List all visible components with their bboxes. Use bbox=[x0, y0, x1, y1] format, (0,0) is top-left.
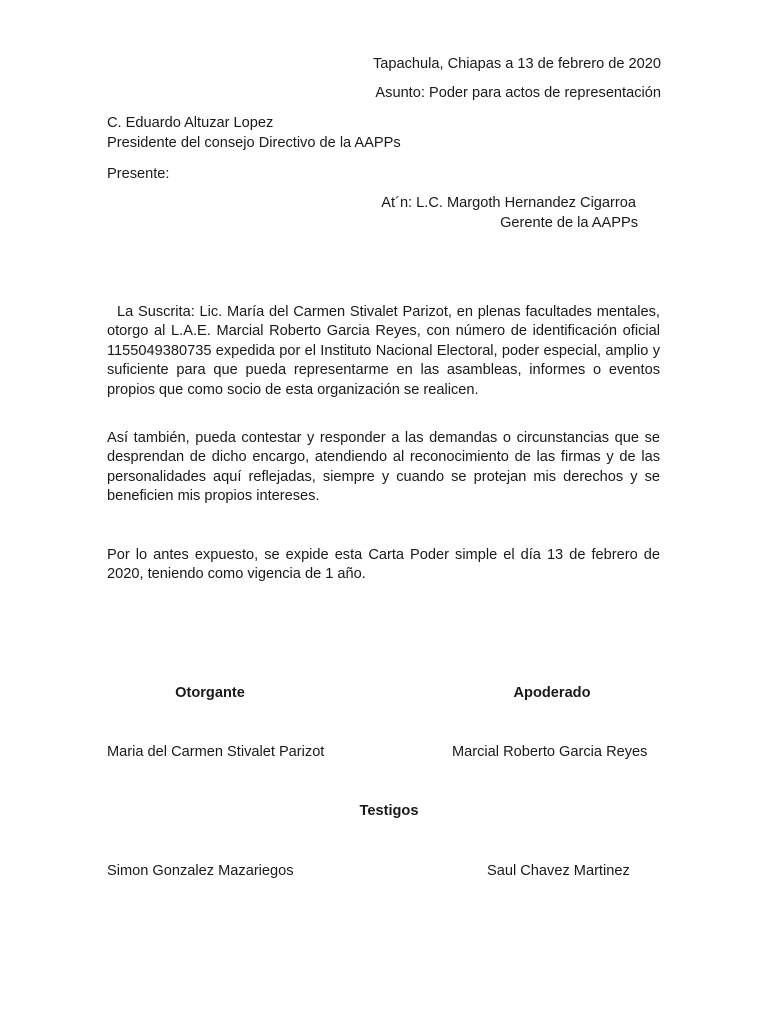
subject-line: Asunto: Poder para actos de representación bbox=[375, 85, 661, 101]
body-paragraph-2: Así también, pueda contestar y responder a las demandas o circunstancias que se desprendan de dicho encargo, atendiendo al reconocimiento de las firmas y de las personalidades aquí reflejadas, siempre y cuando se protejan mis derechos y se beneficien mis propios intereses. bbox=[107, 430, 660, 505]
grantor-name: Maria del Carmen Stivalet Parizot bbox=[107, 744, 325, 760]
attention-line: At´n: L.C. Margoth Hernandez Cigarroa bbox=[381, 195, 636, 211]
attention-position: Gerente de la AAPPs bbox=[500, 215, 638, 231]
recipient-name: C. Eduardo Altuzar Lopez bbox=[107, 115, 274, 131]
body-paragraph-3: Por lo antes expuesto, se expide esta Carta Poder simple el día 13 de febrero de 2020, teniendo como vigencia de 1 año. bbox=[107, 547, 660, 583]
attorney-name: Marcial Roberto Garcia Reyes bbox=[452, 744, 648, 760]
attorney-label: Apoderado bbox=[513, 685, 591, 701]
witness-1-name: Simon Gonzalez Mazariegos bbox=[107, 863, 294, 879]
witnesses-label: Testigos bbox=[359, 803, 419, 819]
grantor-label: Otorgante bbox=[175, 685, 245, 701]
body-paragraph-1: La Suscrita: Lic. María del Carmen Stivalet Parizot, en plenas facultades mentales, otorgo al L.A.E. Marcial Roberto Garcia Reyes, con número de identificación oficial 1155049380735 expedida por el Instituto Nacional Electoral, poder especial, amplio y suficiente para que pueda representarme en las asambleas, informes o eventos propios que como socio de esta organización se realicen. bbox=[107, 304, 660, 398]
greeting: Presente: bbox=[107, 166, 170, 182]
witness-2-name: Saul Chavez Martinez bbox=[487, 863, 630, 879]
place-date: Tapachula, Chiapas a 13 de febrero de 2020 bbox=[372, 56, 661, 72]
recipient-position: Presidente del consejo Directivo de la AAPPs bbox=[107, 135, 401, 151]
